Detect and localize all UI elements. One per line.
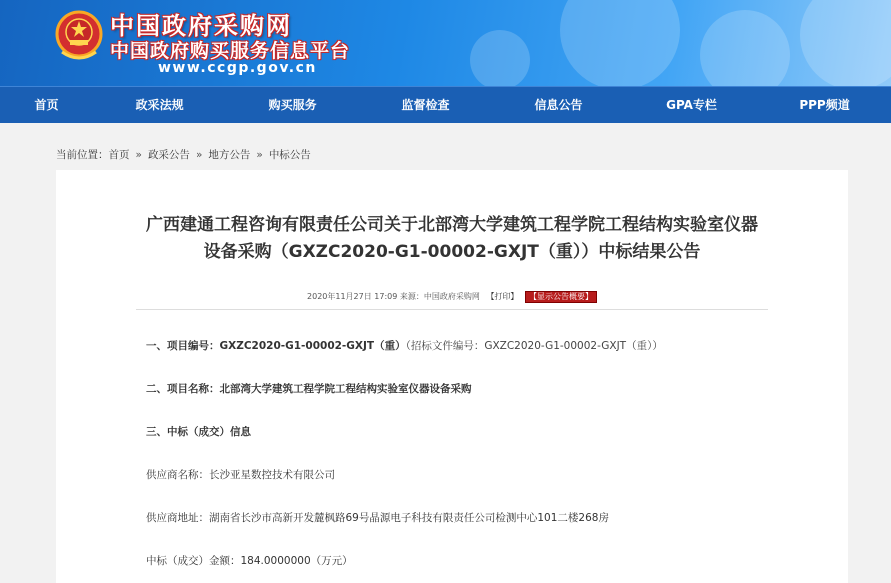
breadcrumb-award[interactable]: 中标公告: [268, 149, 311, 161]
nav-item-purchase-services[interactable]: 购买服务: [268, 98, 317, 112]
decorative-bokeh: [470, 30, 530, 86]
show-summary-button[interactable]: 【显示公告概要】: [525, 291, 597, 303]
article-date: 2020年11月27日 17:09: [307, 292, 398, 301]
main-nav: [0, 86, 891, 123]
tender-file-number: （招标文件编号：GXZC2020-G1-00002-GXJT（重））: [405, 340, 663, 352]
decorative-bokeh: [800, 0, 891, 86]
breadcrumb-home[interactable]: 首页: [108, 149, 130, 161]
meta-divider: [136, 309, 768, 310]
nav-item-gpa[interactable]: GPA专栏: [666, 98, 717, 112]
breadcrumb-announcements[interactable]: 政采公告: [147, 149, 190, 161]
supplier-address: 供应商地址：湖南省长沙市高新开发麓枫路69号晶源电子科技有限责任公司检测中心101二楼268房: [146, 512, 609, 524]
winner-info-label: 三、中标（成交）信息: [146, 426, 251, 438]
project-name-value: 北部湾大学建筑工程学院工程结构实验室仪器设备采购: [219, 383, 472, 395]
breadcrumb-separator: »: [256, 149, 263, 161]
decorative-bokeh: [700, 10, 790, 86]
article-meta: [56, 291, 848, 303]
bid-amount: 中标（成交）金额：184.0000000（万元）: [146, 555, 353, 567]
site-header: [0, 0, 891, 86]
project-name-row: [146, 381, 472, 396]
nav-item-regulations[interactable]: 政采法规: [135, 98, 184, 112]
supplier-name: 供应商名称：长沙亚星数控技术有限公司: [146, 469, 335, 481]
print-link[interactable]: 【打印】: [486, 292, 519, 301]
nav-item-ppp[interactable]: PPP频道: [799, 98, 850, 112]
project-number-label: 一、项目编号：: [146, 340, 220, 352]
article-title: [56, 212, 848, 266]
platform-name[interactable]: 中国政府购买服务信息平台: [110, 40, 351, 62]
breadcrumb-prefix: 当前位置：: [56, 149, 109, 161]
nav-item-home[interactable]: 首页: [34, 98, 59, 112]
breadcrumb-local[interactable]: 地方公告: [208, 149, 251, 161]
site-name[interactable]: 中国政府采购网: [110, 12, 292, 40]
breadcrumb-separator: »: [195, 149, 203, 161]
winner-info-heading: [146, 424, 251, 439]
nav-item-announcements[interactable]: 信息公告: [534, 98, 583, 112]
project-name-label: 二、项目名称：: [146, 383, 220, 395]
national-emblem-icon[interactable]: [54, 8, 104, 64]
project-number-row: [146, 338, 663, 353]
article-panel: [56, 170, 848, 583]
article-source: 来源：中国政府采购网: [399, 292, 480, 301]
decorative-bokeh: [560, 0, 680, 86]
article-title-line2: 设备采购（GXZC2020-G1-00002-GXJT（重））中标结果公告: [203, 242, 701, 262]
breadcrumb: [56, 147, 311, 162]
nav-item-supervision[interactable]: 监督检查: [401, 98, 450, 112]
article-title-line1: 广西建通工程咨询有限责任公司关于北部湾大学建筑工程学院工程结构实验室仪器: [146, 215, 758, 235]
project-number-value: GXZC2020-G1-00002-GXJT（重）: [219, 340, 406, 352]
site-url[interactable]: www.ccgp.gov.cn: [158, 60, 317, 76]
breadcrumb-separator: »: [135, 149, 142, 161]
